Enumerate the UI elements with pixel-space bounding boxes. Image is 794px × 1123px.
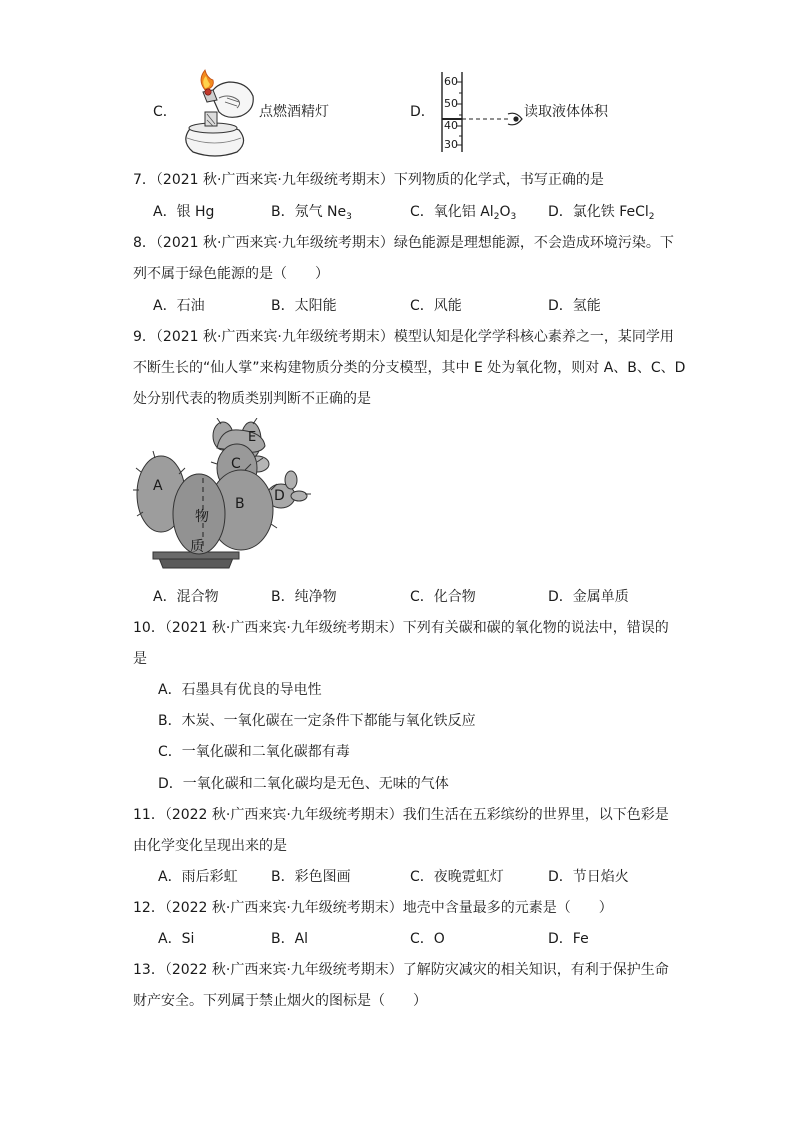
- q9-option-c[interactable]: C．化合物: [410, 589, 476, 605]
- q10-stem-line1: 10．（2021 秋·广西来宾·九年级统考期末）下列有关碳和碳的氧化物的说法中，错误的: [133, 620, 669, 636]
- q10-option-b[interactable]: B．木炭、一氧化碳在一定条件下都能与氧化铁反应: [158, 713, 476, 729]
- q12-option-c[interactable]: C．O: [410, 931, 445, 947]
- q10-option-a[interactable]: A．石墨具有优良的导电性: [158, 682, 322, 698]
- q11-option-d[interactable]: D．节日焰火: [548, 869, 629, 885]
- q11-stem-line1: 11．（2022 秋·广西来宾·九年级统考期末）我们生活在五彩缤纷的世界里，以下色彩是: [133, 807, 669, 823]
- q7-option-d[interactable]: D．氯化铁 FeCl$_2$: [548, 204, 655, 222]
- q11-option-b[interactable]: B．彩色图画: [271, 869, 351, 885]
- q12-stem: 12．（2022 秋·广西来宾·九年级统考期末）地壳中含量最多的元素是（ ）: [133, 900, 613, 916]
- q6-option-d-text: 读取液体体积: [524, 104, 608, 120]
- q6-option-c-text: 点燃酒精灯: [259, 104, 329, 120]
- q7-stem: 7．（2021 秋·广西来宾·九年级统考期末）下列物质的化学式，书写正确的是: [133, 172, 604, 188]
- cactus-label-wu: 物: [195, 509, 209, 525]
- q13-stem-line2: 财产安全。下列属于禁止烟火的图标是（ ）: [133, 993, 427, 1009]
- cylinder-tick-50: 50: [444, 97, 458, 110]
- q10-stem-line2: 是: [133, 651, 147, 667]
- cactus-label-e: E: [248, 430, 257, 445]
- q8-stem-line1: 8．（2021 秋·广西来宾·九年级统考期末）绿色能源是理想能源，不会造成环境污染。下: [133, 235, 674, 251]
- q9-option-a[interactable]: A．混合物: [153, 589, 219, 605]
- q7-option-c[interactable]: C．氧化铝 $Al_2O_3$: [410, 204, 517, 222]
- q11-stem-line2: 由化学变化呈现出来的是: [133, 838, 287, 854]
- q8-option-d[interactable]: D．氢能: [548, 298, 601, 314]
- q12-option-d[interactable]: D．Fe: [548, 931, 589, 947]
- q10-option-d[interactable]: D．一氧化碳和二氧化碳均是无色、无味的气体: [158, 776, 449, 792]
- q12-option-b[interactable]: B．Al: [271, 931, 309, 947]
- cactus-label-a: A: [153, 478, 163, 494]
- q9-option-b[interactable]: B．纯净物: [271, 589, 337, 605]
- cylinder-tick-40: 40: [444, 119, 458, 132]
- q9-option-d[interactable]: D．金属单质: [548, 589, 629, 605]
- q8-stem-line2: 列不属于绿色能源的是（ ）: [133, 266, 329, 282]
- cactus-classification-figure: [133, 418, 318, 576]
- q10-option-c[interactable]: C．一氧化碳和二氧化碳都有毒: [158, 744, 350, 760]
- q6-option-d-letter[interactable]: D．: [410, 104, 435, 120]
- q11-option-a[interactable]: A．雨后彩虹: [158, 869, 238, 885]
- q11-option-c[interactable]: C．夜晚霓虹灯: [410, 869, 504, 885]
- q8-option-b[interactable]: B．太阳能: [271, 298, 337, 314]
- q13-stem-line1: 13．（2022 秋·广西来宾·九年级统考期末）了解防灾减灾的相关知识，有利于保护生命: [133, 962, 669, 978]
- q6-option-c-letter[interactable]: C．: [153, 104, 177, 120]
- q7-option-a[interactable]: A．银 Hg: [153, 204, 215, 220]
- q7-option-b[interactable]: B．氖气 $Ne_3$: [271, 204, 352, 222]
- q12-option-a[interactable]: A．Si: [158, 931, 195, 947]
- cylinder-tick-60: 60: [444, 75, 458, 88]
- q9-stem-line1: 9．（2021 秋·广西来宾·九年级统考期末）模型认知是化学学科核心素养之一，某同学用: [133, 329, 674, 345]
- alcohol-lamp-figure: [175, 68, 263, 158]
- cactus-label-d: D: [274, 488, 285, 504]
- cactus-label-b: B: [235, 496, 245, 512]
- cylinder-tick-30: 30: [444, 138, 458, 151]
- cactus-label-c: C: [231, 456, 241, 472]
- q8-option-a[interactable]: A．石油: [153, 298, 205, 314]
- q8-option-c[interactable]: C．风能: [410, 298, 462, 314]
- q9-stem-line2: 不断生长的“仙人掌”来构建物质分类的分支模型，其中 E 处为氧化物，则对 A、B、C、D: [133, 360, 686, 376]
- q9-stem-line3: 处分别代表的物质类别判断不正确的是: [133, 391, 371, 407]
- cactus-label-zhi: 质: [190, 539, 204, 555]
